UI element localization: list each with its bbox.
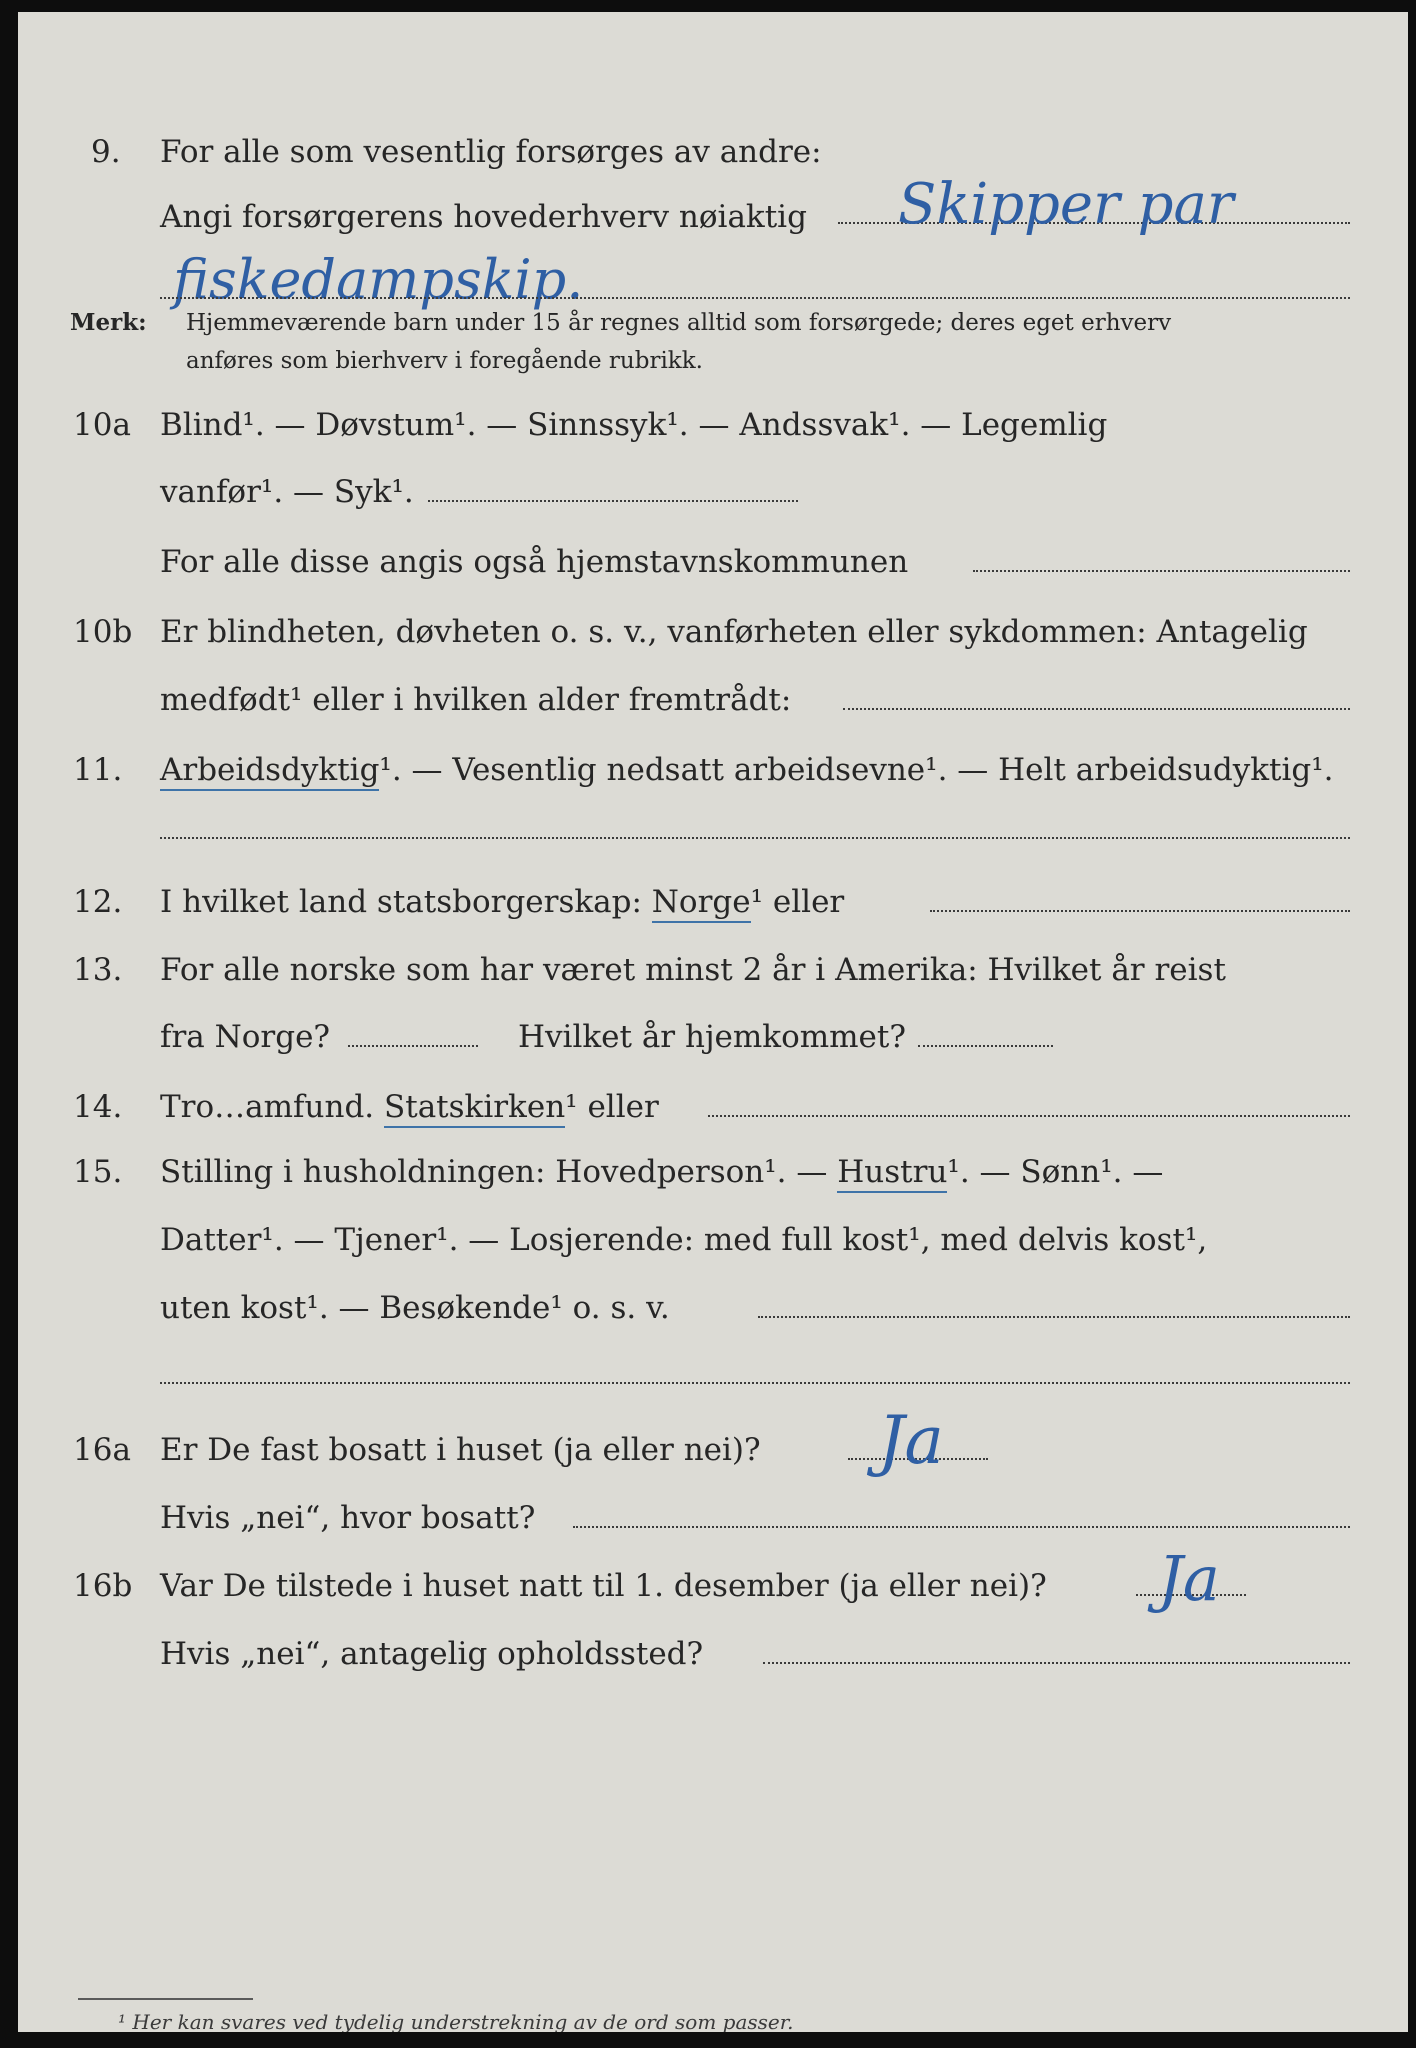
item-12-answer-line[interactable] — [930, 910, 1350, 912]
item-16b-whereabouts-line[interactable] — [763, 1662, 1350, 1664]
item-14-post: ¹ eller — [565, 1089, 659, 1125]
footnote: ¹ Her kan svares ved tydelig understrekning av de ord som passer. — [118, 2010, 794, 2032]
item-15-answer-line-2[interactable] — [160, 1382, 1350, 1384]
item-10b-line-2: medfødt¹ eller i hvilken alder fremtrådt: — [160, 682, 792, 718]
item-15-answer-line-1[interactable] — [758, 1316, 1350, 1318]
item-12-number: 12. — [73, 884, 123, 920]
item-10a-line-2: vanfør¹. — Syk¹. — [160, 474, 414, 510]
item-11-option-selected[interactable]: Arbeidsdyktig — [160, 752, 379, 791]
item-15-line-1-end: ¹. — Sønn¹. — — [947, 1154, 1164, 1190]
item-16a-line-1: Er De fast bosatt i huset (ja eller nei)? — [160, 1432, 761, 1468]
census-form-page — [18, 12, 1408, 2032]
item-14-answer-line[interactable] — [708, 1115, 1350, 1117]
item-11-answer-line[interactable] — [160, 837, 1350, 839]
item-15-line-1-start: Stilling i husholdningen: Hovedperson¹. — — [160, 1154, 828, 1190]
footnote-rule — [78, 1998, 253, 2000]
item-9-handwritten-answer-1: Skipper par — [898, 172, 1234, 237]
note-line-1: Hjemmeværende barn under 15 år regnes alltid som forsørgede; deres eget erhverv — [186, 310, 1172, 336]
item-10a-home-municipality-line[interactable] — [973, 570, 1350, 572]
item-10a-line-3: For alle disse angis også hjemstavnskommunen — [160, 544, 909, 580]
item-11-options-rest: ¹. — Vesentlig nedsatt arbeidsevne¹. — Helt arbeidsudyktig¹. — [379, 752, 1334, 788]
item-12-post: ¹ eller — [750, 884, 845, 920]
item-15-number: 15. — [73, 1154, 123, 1190]
item-11-line — [160, 750, 1334, 790]
item-9-answer-line-2[interactable] — [160, 297, 1350, 299]
item-15-line-1 — [160, 1152, 1163, 1192]
item-9-provider-occupation-label: Angi forsørgerens hovederhverv nøiaktig — [160, 199, 807, 235]
item-16a-number: 16a — [73, 1432, 131, 1468]
item-10a-number: 10a — [73, 407, 131, 443]
item-13-year-left-label: fra Norge? — [160, 1019, 331, 1055]
note-line-2: anføres som bierhverv i foregående rubrikk. — [186, 348, 703, 374]
item-13-line-1: For alle norske som har været minst 2 år i Amerika: Hvilket år reist — [160, 952, 1226, 988]
item-15-option-selected[interactable]: Hustru — [837, 1154, 947, 1193]
item-16b-handwritten-answer: Ja — [1158, 1542, 1220, 1615]
item-9-question: For alle som vesentlig forsørges av andre: — [160, 134, 822, 170]
item-9-number: 9. — [91, 134, 121, 170]
item-15-line-3: uten kost¹. — Besøkende¹ o. s. v. — [160, 1290, 670, 1326]
item-12-question: I hvilket land statsborgerskap: — [160, 884, 642, 920]
item-16b-line-2: Hvis „nei“, antagelig opholdssted? — [160, 1636, 704, 1672]
item-11-number: 11. — [73, 752, 123, 788]
item-12-line — [160, 882, 844, 922]
item-15-line-2: Datter¹. — Tjener¹. — Losjerende: med full kost¹, med delvis kost¹, — [160, 1222, 1208, 1258]
item-13-number: 13. — [73, 952, 123, 988]
item-13-year-returned-label: Hvilket år hjemkommet? — [518, 1019, 906, 1055]
item-16a-handwritten-answer: Ja — [878, 1402, 944, 1479]
item-10b-answer-line[interactable] — [843, 708, 1350, 710]
item-14-line — [160, 1087, 659, 1127]
item-10a-answer-line[interactable] — [428, 500, 798, 502]
item-9-handwritten-answer-2: fiskedampskip. — [173, 248, 584, 311]
item-16b-line-1: Var De tilstede i huset natt til 1. desember (ja eller nei)? — [160, 1568, 1047, 1604]
item-16a-residence-line[interactable] — [573, 1526, 1350, 1528]
item-16a-line-2: Hvis „nei“, hvor bosatt? — [160, 1500, 536, 1536]
item-12-option-selected[interactable]: Norge — [652, 884, 751, 923]
item-10b-number: 10b — [73, 614, 133, 650]
item-16b-number: 16b — [73, 1568, 133, 1604]
item-14-number: 14. — [73, 1089, 123, 1125]
item-13-year-returned-line[interactable] — [918, 1045, 1053, 1047]
note-label: Merk: — [70, 309, 147, 336]
item-10b-line-1: Er blindheten, døvheten o. s. v., vanførheten eller sykdommen: Antagelig — [160, 614, 1308, 650]
item-14-question: Tro…amfund. — [160, 1089, 375, 1125]
item-10a-line-1: Blind¹. — Døvstum¹. — Sinnssyk¹. — Andssvak¹. — Legemlig — [160, 407, 1108, 443]
item-13-year-left-line[interactable] — [348, 1045, 478, 1047]
item-14-option-selected[interactable]: Statskirken — [384, 1089, 565, 1128]
